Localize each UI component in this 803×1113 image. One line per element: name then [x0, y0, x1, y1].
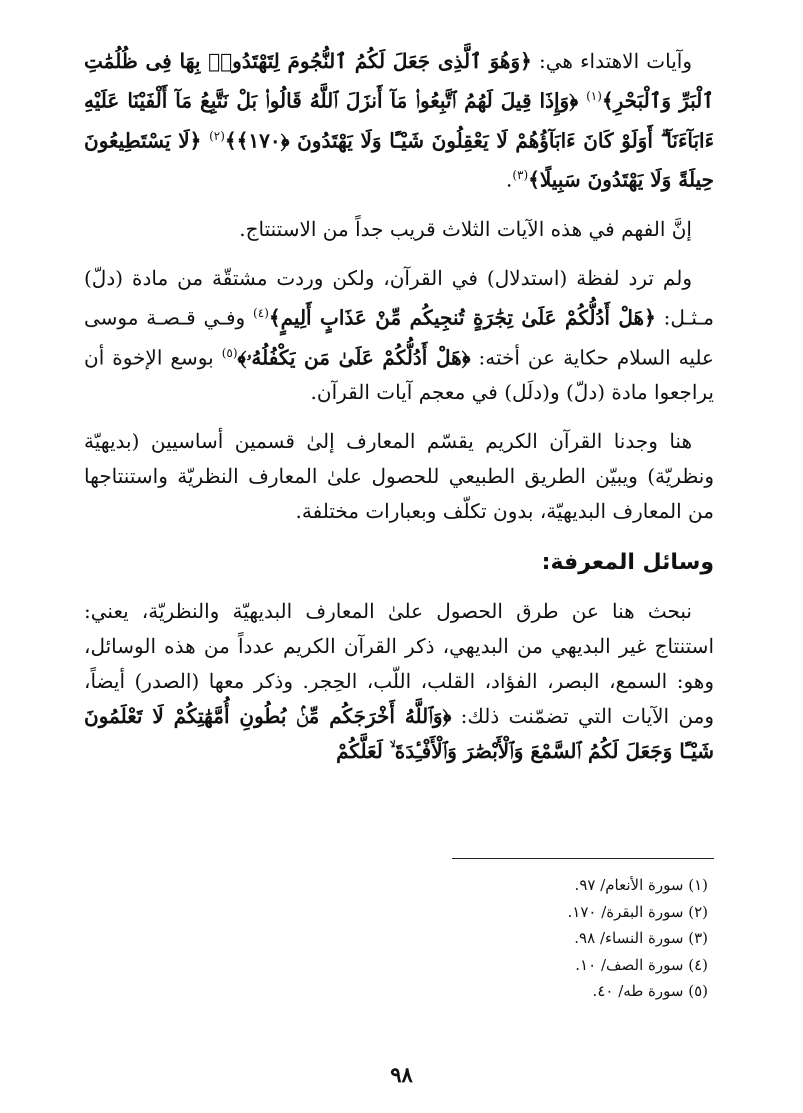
- footnote-ref[interactable]: (١): [586, 89, 602, 103]
- footnote-separator: [452, 858, 714, 859]
- body-text: بوسع الإخوة أن يراجعوا مادة (دلّ) و(دلَل) في معجم آيات القرآن.: [84, 345, 714, 405]
- paragraph-knowledge-division: هنا وجدنا القرآن الكريم يقسّم المعارف إلىٰ قسمين أساسيين (بديهيّة ونظريّة) ويبيّن الطريق الطبيعي للحصول علىٰ المعارف النظريّة واستنتاجها من المعارف البديهيّة، بدون تكلّف وبعبارات مختلفة.: [84, 429, 714, 524]
- page-number: ٩٨: [390, 1062, 413, 1087]
- footnote-item: (٤) سورة الصف/ ١٠.: [575, 955, 708, 974]
- main-text: [84, 44, 714, 783]
- quran-verse: ﴿وَإِذَا قِيلَ لَهُمُ ٱتَّبِعُوا۟ مَآ أَنزَلَ ٱللَّهُ قَالُوا۟ بَلْ نَتَّبِعُ مَآ أَلْفَيْنَا عَلَيْهِ ءَابَآءَنَآ ۗ أَوَلَوْ كَانَ ءَابَآؤُهُمْ لَا يَعْقِلُونَ شَيْـًٔا وَلَا يَهْتَدُونَ ﴿١٧٠﴾﴾: [84, 88, 714, 153]
- footnote-ref[interactable]: (٥): [221, 345, 238, 360]
- paragraph-istidlal: [84, 261, 714, 410]
- paragraph-understanding: إنَّ الفهم في هذه الآيات الثلاث قريب جداً من الاستنتاج.: [239, 216, 692, 241]
- footnote-item: (٣) سورة النساء/ ٩٨.: [574, 929, 708, 947]
- quran-verse: ﴿وَٱللَّهُ أَخْرَجَكُم مِّنۢ بُطُونِ أُمَّهَٰتِكُمْ لَا تَعْلَمُونَ شَيْـًٔا وَجَعَلَ لَكُمُ ٱلسَّمْعَ وَٱلْأَبْصَٰرَ وَٱلْأَفْـِٔدَةَ ۙ لَعَلَّكُمْ: [84, 704, 714, 764]
- footnote-item: (٥) سورة طه/ ٤٠.: [592, 982, 708, 1000]
- quran-verse: ﴿وَهُوَ ٱلَّذِى جَعَلَ لَكُمُ ٱلنُّجُومَ لِتَهْتَدُوا۟ بِهَا فِى ظُلُمَٰتِ ٱلْبَرِّ وَٱلْبَحْرِ﴾: [84, 49, 714, 113]
- footnote-ref[interactable]: (٤): [253, 305, 269, 320]
- quran-verse: ﴿هَلْ أَدُلُّكُمْ عَلَىٰ تِجَٰرَةٍ تُنجِيكُم مِّنْ عَذَابٍ أَلِيمٍ﴾: [268, 305, 656, 330]
- footnote-item: (١) سورة الأنعام/ ٩٧.: [574, 876, 708, 894]
- footnote-ref[interactable]: (٢): [209, 128, 225, 143]
- section-heading: وسائل المعرفة:: [541, 550, 714, 576]
- sentence-end: .: [505, 167, 513, 192]
- body-text: نبحث هنا عن طرق الحصول علىٰ المعارف البديهيّة والنظريّة، يعني: استنتاج غير البديهي من البديهي، ذكر القرآن الكريم عدداً من هذه الوسائل، وهو: السمع، البصر، الفؤاد، القلب، اللّب، الحِجر. وذكر معها (الصدر) أيضاً، ومن الآيات التي تضمّنت ذلك:: [84, 599, 714, 729]
- footnote-item: (٢) سورة البقرة/ ١٧٠.: [567, 902, 708, 921]
- body-text: وفـي قـصـة موسى عليه السلام حكاية عن أخته:: [84, 305, 714, 370]
- paragraph-guidance-verses: [84, 44, 714, 198]
- body-text: ولم ترد لفظة (استدلال) في القرآن، ولكن وردت مشتقّة من مادة (دلّ) مـثـل:: [84, 265, 714, 330]
- footnotes: [84, 872, 714, 1005]
- paragraph-means-of-knowledge: [84, 594, 714, 769]
- quran-verse: ﴿لَا يَسْتَطِيعُونَ حِيلَةً وَلَا يَهْتَدُونَ سَبِيلًا﴾: [84, 128, 714, 192]
- footnote-ref[interactable]: (٣): [512, 168, 529, 183]
- intro-text: وآيات الاهتداء هي:: [531, 49, 692, 73]
- quran-verse: ﴿هَلْ أَدُلُّكُمْ عَلَىٰ مَن يَكْفُلُهُۥ﴾: [237, 345, 471, 370]
